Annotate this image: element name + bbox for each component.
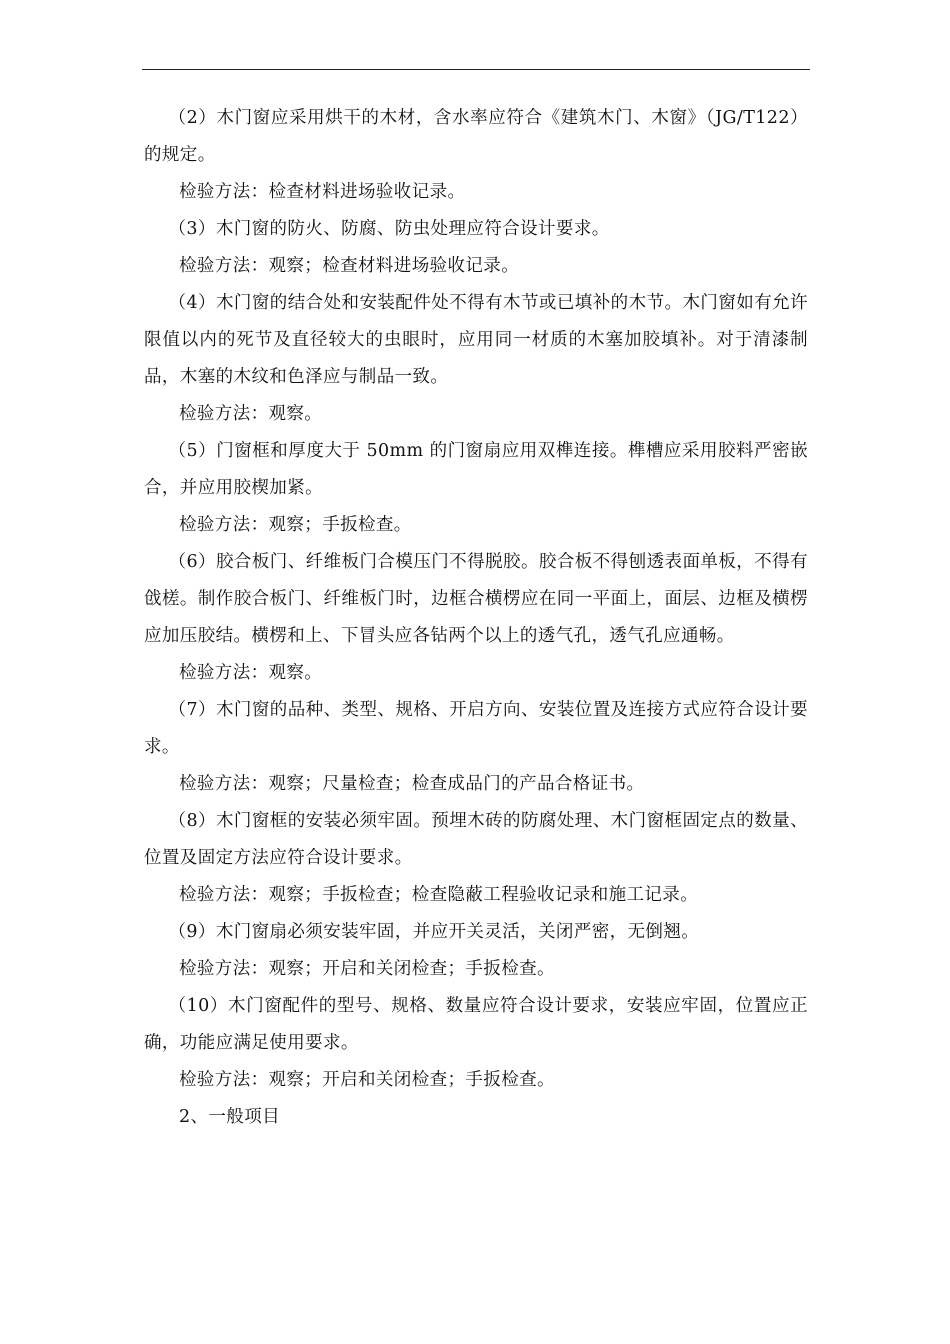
paragraph: （5）门窗框和厚度大于 50mm 的门窗扇应用双榫连接。榫槽应采用胶料严密嵌合，并应用胶楔加紧。: [144, 441, 808, 498]
paragraph: 检验方法：观察；手扳检查。: [179, 515, 412, 535]
paragraph: （3）木门窗的防火、防腐、防虫处理应符合设计要求。: [168, 219, 610, 239]
paragraph: （2）木门窗应采用烘干的木材，含水率应符合《建筑木门、木窗》（JG/T122）的规定。: [144, 108, 808, 165]
paragraph: （9）木门窗扇必须安装牢固，并应开关灵活，关闭严密，无倒翘。: [168, 922, 700, 942]
paragraph: （7）木门窗的品种、类型、规格、开启方向、安装位置及连接方式应符合设计要求。: [144, 700, 808, 757]
paragraph: 检验方法：检查材料进场验收记录。: [179, 182, 466, 202]
paragraph: 检验方法：观察；尺量检查；检查成品门的产品合格证书。: [179, 774, 645, 794]
paragraph: （8）木门窗框的安装必须牢固。预埋木砖的防腐处理、木门窗框固定点的数量、位置及固定方法应符合设计要求。: [144, 811, 808, 868]
paragraph: 检验方法：观察；开启和关闭检查；手扳检查。: [179, 1070, 555, 1090]
header-rule: [142, 69, 810, 70]
paragraph: （10）木门窗配件的型号、规格、数量应符合设计要求，安装应牢固，位置应正确，功能应满足使用要求。: [144, 996, 808, 1053]
paragraph: 检验方法：观察；开启和关闭检查；手扳检查。: [179, 959, 555, 979]
paragraph: （4）木门窗的结合处和安装配件处不得有木节或已填补的木节。木门窗如有允许限值以内的死节及直径较大的虫眼时，应用同一材质的木塞加胶填补。对于清漆制品，木塞的木纹和色泽应与制品一致。: [144, 293, 808, 387]
document-body: [144, 100, 808, 1136]
section-heading: 2、一般项目: [179, 1107, 281, 1127]
paragraph: 检验方法：观察；检查材料进场验收记录。: [179, 256, 520, 276]
paragraph: 检验方法：观察；手扳检查；检查隐蔽工程验收记录和施工记录。: [179, 885, 699, 905]
paragraph: 检验方法：观察。: [179, 663, 323, 683]
paragraph: 检验方法：观察。: [179, 404, 323, 424]
paragraph: （6）胶合板门、纤维板门合模压门不得脱胶。胶合板不得刨透表面单板，不得有戗槎。制作胶合板门、纤维板门时，边框合横楞应在同一平面上，面层、边框及横楞应加压胶结。横楞和上、下冒头应各钻两个以上的透气孔，透气孔应通畅。: [144, 552, 808, 646]
